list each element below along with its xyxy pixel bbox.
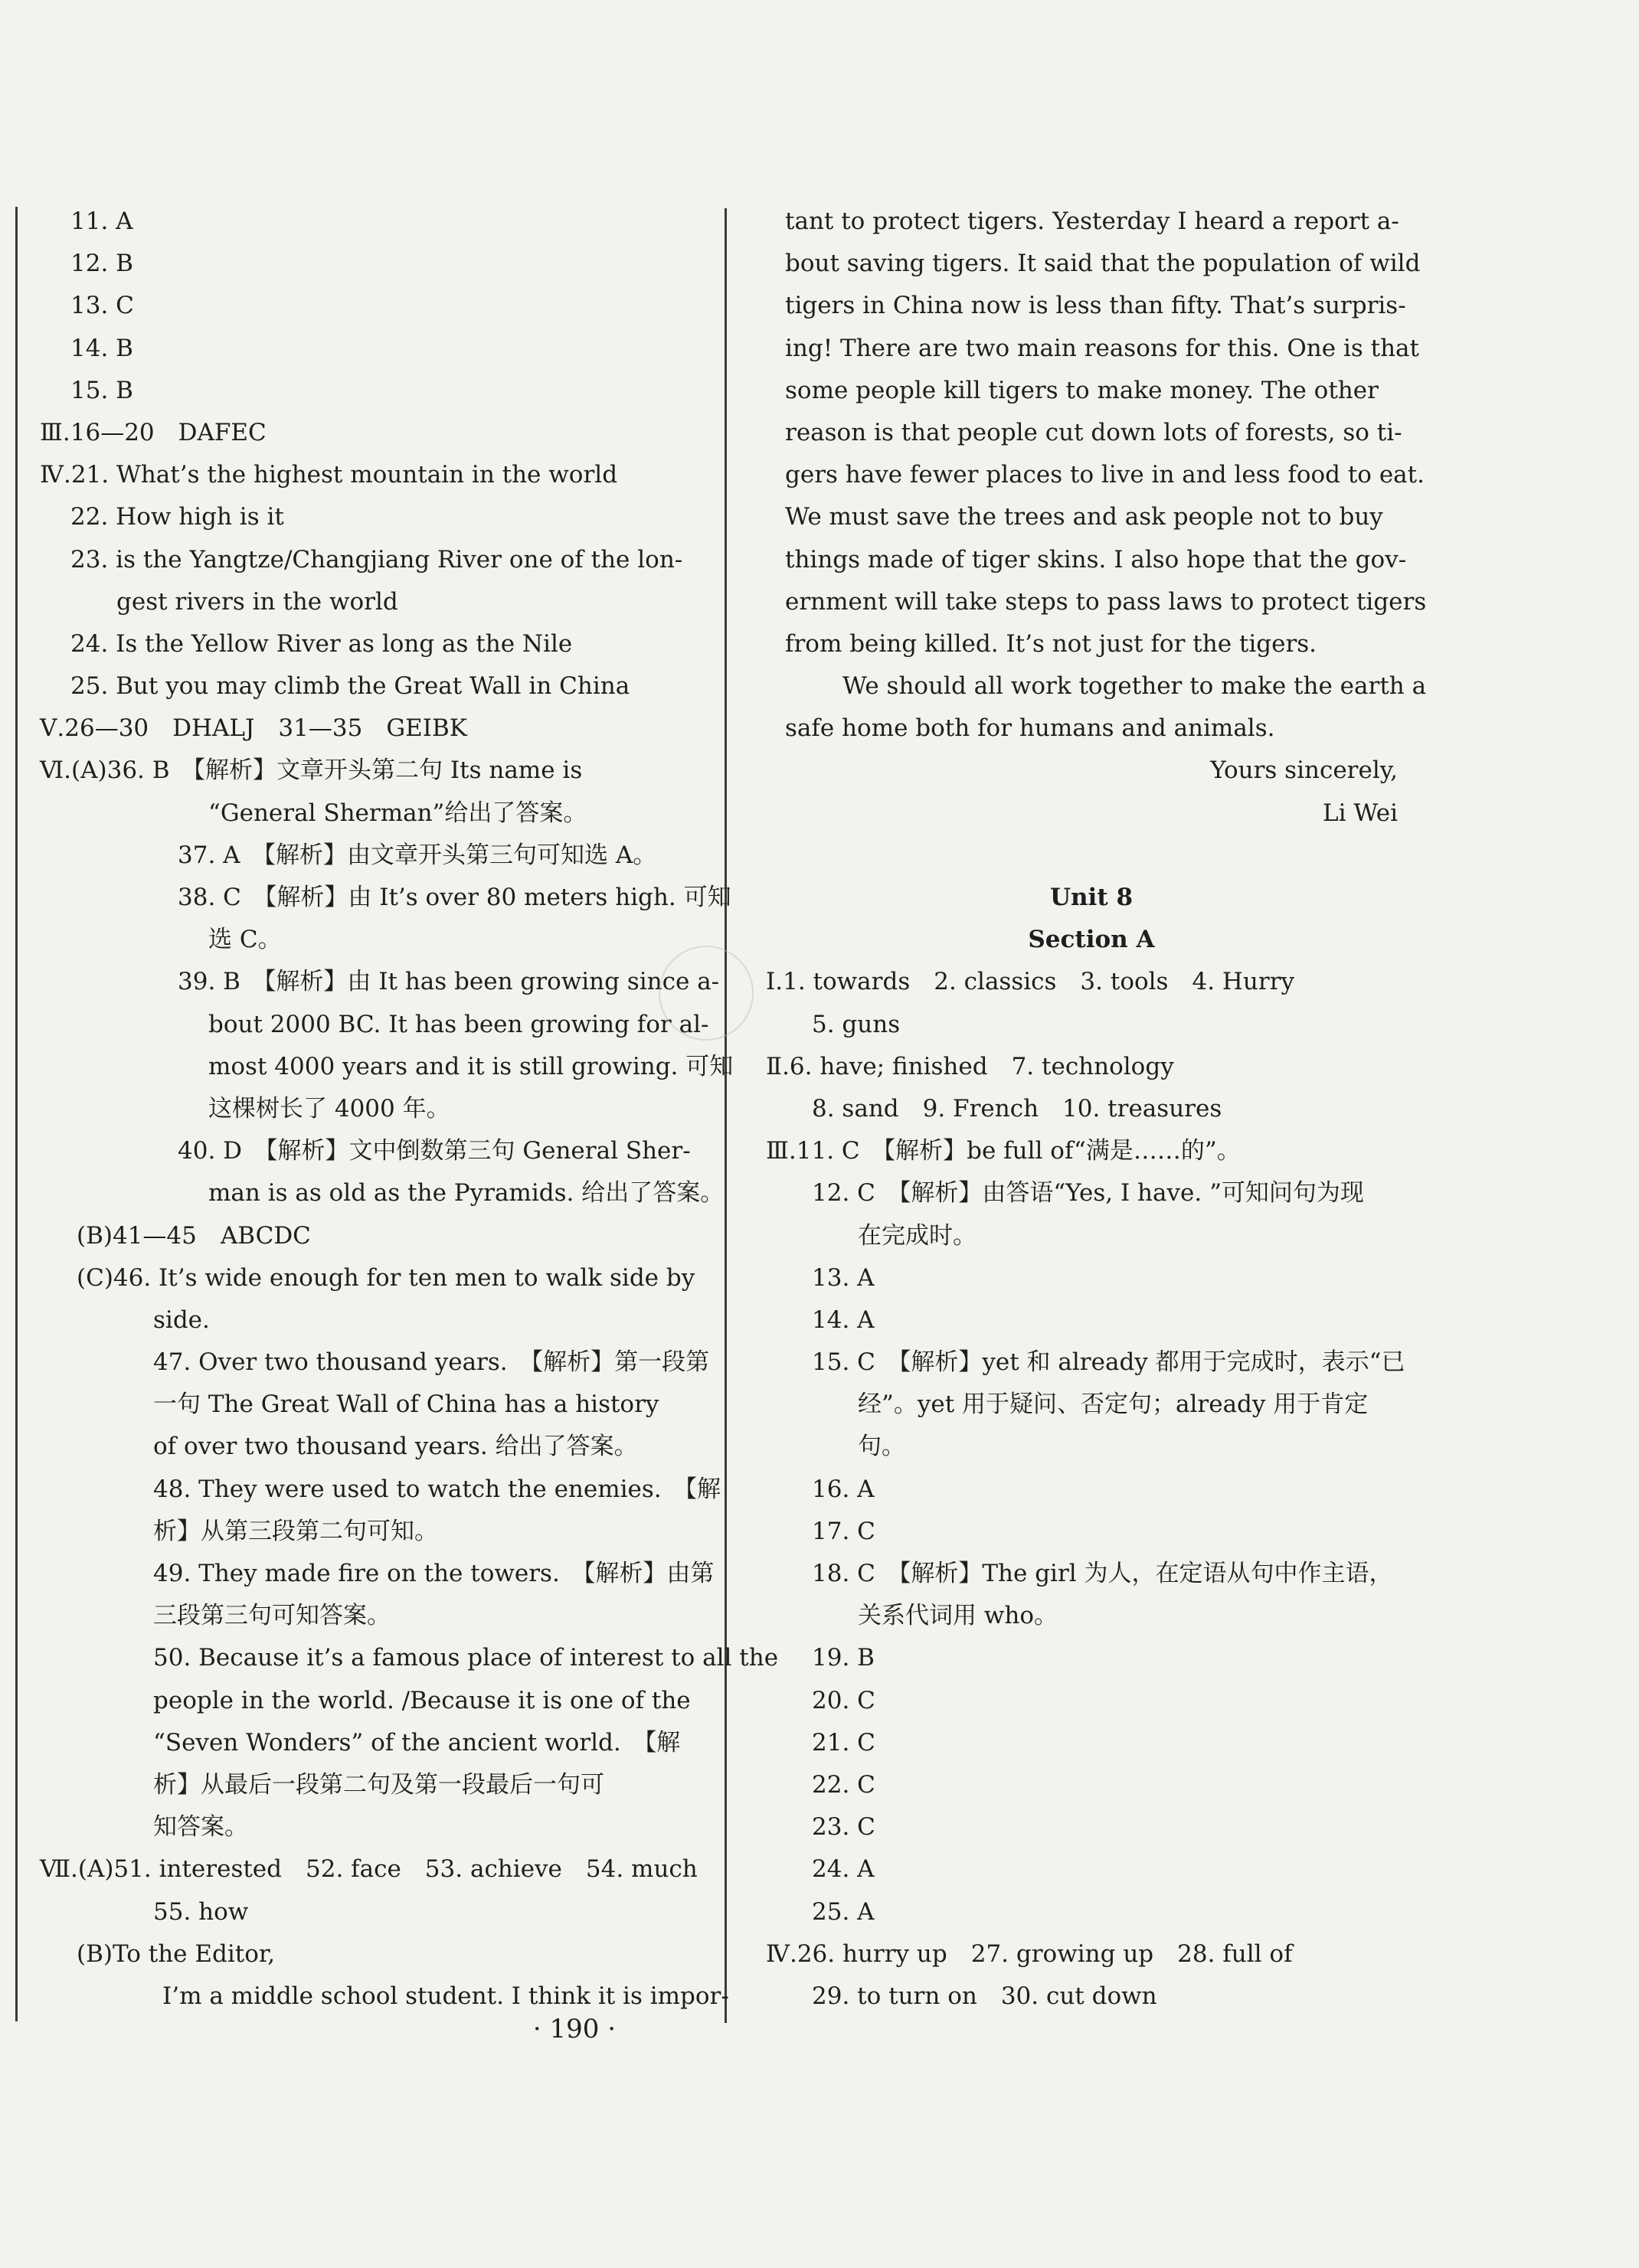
answer-line: 19. B [812,1644,875,1672]
answer-line: 22. C [812,1770,875,1799]
answer-line: 三段第三句可知答案。 [153,1602,391,1630]
answer-line: 25. But you may climb the Great Wall in China [70,672,630,701]
answer-line: “General Sherman”给出了答案。 [208,799,587,827]
letter-line: reason is that people cut down lots of forests, so ti- [785,418,1402,446]
answer-line: Ⅳ.21. What’s the highest mountain in the world [40,461,618,489]
page-number: · 190 · [532,2014,617,2044]
answer-line: 在完成时。 [858,1221,977,1250]
answer-line: 21. C [812,1728,875,1757]
answer-line: 选 C。 [208,926,282,954]
letter-line: We should all work together to make the earth a [842,672,1427,701]
letter-line: ing! There are two main reasons for this. One is that [785,334,1419,362]
answer-line: 5. guns [812,1010,901,1038]
column-divider-rule [725,208,727,2023]
answer-line: 11. A [70,208,133,235]
left-column [40,201,779,2018]
answer-line: 29. to turn on 30. cut down [812,1982,1157,2010]
answer-line: 析】从最后一段第二句及第一段最后一句可 [153,1770,604,1799]
answer-line: 关系代词用 who。 [858,1602,1058,1630]
answer-line: 47. Over two thousand years. 【解析】第一段第 [153,1348,710,1377]
answer-line: Ⅲ.11. C 【解析】be full of“满是……的”。 [766,1137,1241,1165]
answer-line: 14. A [812,1306,875,1334]
letter-line: bout saving tigers. It said that the population of wild [785,250,1421,278]
letter-closing: Yours sincerely, [1210,757,1398,785]
answer-line: 12. C 【解析】由答语“Yes, I have. ”可知问句为现 [812,1179,1364,1208]
answer-line: 17. C [812,1517,875,1545]
answer-line: 38. C 【解析】由 It’s over 80 meters high. 可知 [178,884,731,911]
answer-line: gest rivers in the world [116,587,398,616]
answer-line: of over two thousand years. 给出了答案。 [153,1433,638,1461]
answer-line: people in the world. /Because it is one of the [153,1686,691,1714]
answer-line: 24. Is the Yellow River as long as the Nile [70,629,573,658]
answer-line: 37. A 【解析】由文章开头第三句可知选 A。 [178,841,657,869]
answer-line: (B)To the Editor, [77,1940,276,1968]
answer-line: Ⅲ.16—20 DAFEC [40,418,267,446]
answer-line: 48. They were used to watch the enemies. 【解 [153,1475,721,1503]
answer-line: (B)41—45 ABCDC [77,1221,311,1250]
answer-line: 18. C 【解析】The girl 为人，在定语从句中作主语， [812,1560,1393,1587]
answer-line: Ⅵ.(A)36. B 【解析】文章开头第二句 Its name is [40,757,583,785]
answer-line: Ⅰ.1. towards 2. classics 3. tools 4. Hurry [766,968,1295,996]
answer-line: 25. A [812,1897,875,1926]
letter-closing: Li Wei [1323,799,1398,827]
answer-line: most 4000 years and it is still growing. 可知 [208,1052,734,1080]
answer-line: 句。 [858,1433,905,1461]
answer-line: 22. How high is it [70,503,284,531]
answer-line: 13. C [70,292,134,320]
letter-line: We must save the trees and ask people not to buy [785,503,1383,531]
answer-line: man is as old as the Pyramids. 给出了答案。 [208,1179,725,1208]
letter-line: some people kill tigers to make money. The other [785,376,1379,404]
answer-line: 经”。yet 用于疑问、否定句；already 用于肯定 [858,1391,1369,1419]
answer-line: 20. C [812,1686,875,1714]
answer-line: 一句 The Great Wall of China has a history [153,1391,659,1419]
spacer [785,835,1398,877]
answer-line: 49. They made fire on the towers. 【解析】由第 [153,1560,715,1587]
answer-line: Ⅶ.(A)51. interested 52. face 53. achieve 54. much [40,1855,698,1884]
answer-line: 知答案。 [153,1813,248,1842]
answer-line: 23. is the Yangtze/Changjiang River one of the lon- [70,545,683,574]
answer-line: Ⅱ.6. have; finished 7. technology [766,1052,1174,1080]
section-heading: Unit 8 [1049,884,1134,911]
answer-line: Ⅳ.26. hurry up 27. growing up 28. full of [766,1940,1293,1968]
letter-line: tant to protect tigers. Yesterday I heard a report a- [785,208,1399,235]
answer-line: (C)46. It’s wide enough for ten men to walk side by [77,1263,695,1292]
answer-line: 15. C 【解析】yet 和 already 都用于完成时，表示“已 [812,1348,1405,1377]
section-heading: Section A [1028,926,1155,954]
answer-line: “Seven Wonders” of the ancient world. 【解 [153,1728,681,1757]
left-margin-rule [15,207,18,2021]
letter-line: gers have fewer places to live in and less food to eat. [785,461,1425,489]
answer-line: 8. sand 9. French 10. treasures [812,1094,1222,1123]
answer-line: 这棵树长了 4000 年。 [208,1094,450,1123]
answer-line: 55. how [153,1897,249,1926]
answer-line: I’m a middle school student. I think it is impor- [162,1982,729,2010]
letter-line: safe home both for humans and animals. [785,714,1275,743]
letter-line: things made of tiger skins. I also hope that the gov- [785,545,1407,574]
answer-line: bout 2000 BC. It has been growing for al- [208,1010,709,1038]
letter-line: tigers in China now is less than fifty. That’s surpris- [785,292,1406,320]
answer-line: 13. A [812,1263,875,1292]
answer-line: 12. B [70,250,133,278]
answer-line: 39. B 【解析】由 It has been growing since a- [178,968,720,996]
answer-line: 23. C [812,1813,875,1842]
answer-line: 析】从第三段第二句可知。 [153,1517,438,1545]
answer-line: 15. B [70,376,133,404]
answer-line: 16. A [812,1475,875,1503]
right-column [766,201,1427,2018]
letter-line: from being killed. It’s not just for the tigers. [785,629,1317,658]
answer-line: 14. B [70,334,133,362]
answer-line: 24. A [812,1855,875,1884]
letter-line: ernment will take steps to pass laws to protect tigers [785,587,1427,616]
answer-line: Ⅴ.26—30 DHALJ 31—35 GEIBK [40,714,467,743]
answer-line: 50. Because it’s a famous place of interest to all the [153,1644,779,1672]
answer-line: side. [153,1306,210,1334]
answer-line: 40. D 【解析】文中倒数第三句 General Sher- [178,1137,691,1165]
